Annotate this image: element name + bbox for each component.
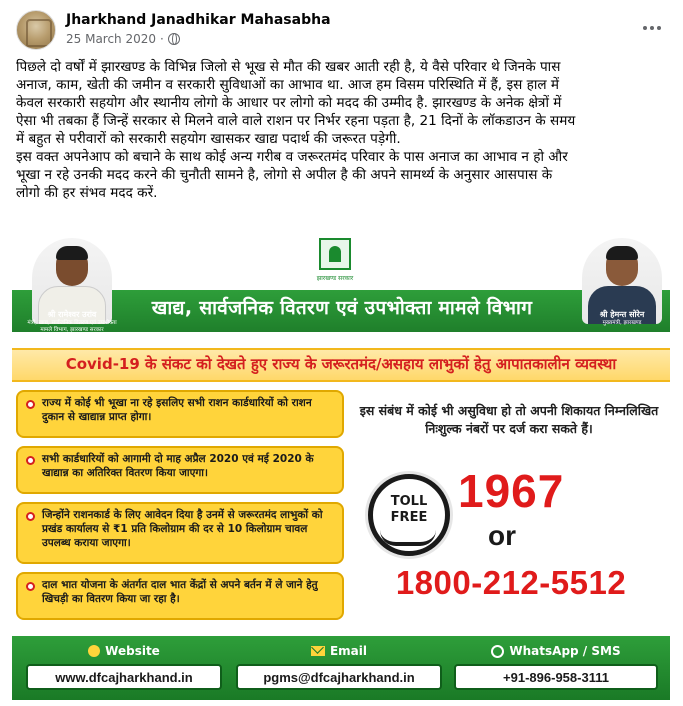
whatsapp-icon	[491, 645, 504, 658]
web-icon	[88, 645, 100, 657]
whatsapp-header	[454, 642, 658, 660]
email-value: pgms@dfcajharkhand.in	[236, 664, 442, 690]
emblem-caption: झारखण्ड सरकार	[316, 275, 354, 282]
minister-name: श्री रामेश्वर उरांव	[47, 310, 97, 319]
post-date-link[interactable]: 25 March 2020	[66, 32, 157, 46]
minister-caption	[24, 310, 120, 334]
post-text-line: ऐसा भी तबका हैं जिन्हें सरकार से मिलने वाले वाले राशन पर निर्भर रहना पड़ता है, 21 दिनों के लॉकडाउन के समय	[16, 113, 576, 129]
chief-minister-caption	[574, 310, 670, 327]
chief-minister-name: श्री हेमन्त सोरेन	[599, 310, 645, 319]
bullet-item	[16, 446, 344, 494]
banner-poster	[12, 230, 670, 700]
toll-free-label	[368, 494, 450, 526]
bullet-text: राज्य में कोई भी भूखा ना रहे इसलिए सभी राशन कार्डधारियों को राशन दुकान से खाद्यान्न प्राप्त होगा।	[42, 397, 312, 423]
post-meta	[66, 32, 180, 46]
website-header	[26, 642, 222, 660]
email-header	[236, 642, 442, 660]
post-text-line: इस वक्त अपनेआप को बचाने के साथ कोई अन्य गरीब व जरूरतमंद परिवार के पास अनाज का आभाव न हो और	[16, 149, 568, 165]
bullet-icon	[26, 400, 35, 409]
post-text-line: भूखा न रहे उनकी मदद करने की चुनौती सामने है, लोगो से अपील है की अपने सामर्थ्य के अनुसार आसपास के	[16, 167, 553, 183]
minister-role: मंत्री, खाद्य, सार्वजनिक वितरण एवं उपभोक्ता मामले विभाग, झारखण्ड सरकार	[27, 320, 117, 333]
phone-icon	[380, 530, 436, 546]
meta-separator: ·	[160, 32, 164, 46]
globe-icon[interactable]	[168, 33, 180, 45]
post-header	[16, 10, 667, 50]
whatsapp-value: +91-896-958-3111	[454, 664, 658, 690]
bullet-icon	[26, 582, 35, 591]
post-text-line: पिछले दो वर्षों में झारखण्ड के विभिन्न जिलो से भूख से मौत की खबर आती रही है, ये वैसे परिवार थे जिनके पास	[16, 59, 561, 75]
bullet-text: सभी कार्डधारियों को आगामी दो माह अप्रैल 2020 एवं मई 2020 के खाद्यान्न का अतिरिक्त वितरण किया जाएगा।	[42, 453, 314, 479]
bullet-text: दाल भात योजना के अंतर्गत दाल भात केंद्रों से अपने बर्तन में ले जाने हेतु खिचड़ी का वितरण किया जा रहा है।	[42, 579, 318, 605]
website-value: www.dfcajharkhand.in	[26, 664, 222, 690]
post-image[interactable]	[0, 230, 683, 706]
bullet-item	[16, 390, 344, 438]
website-contact	[26, 642, 222, 696]
bullet-item	[16, 502, 344, 564]
bullet-icon	[26, 512, 35, 521]
more-options-icon[interactable]	[637, 16, 667, 40]
department-title: खाद्य, सार्वजनिक वितरण एवं उपभोक्ता मामले विभाग	[151, 297, 533, 319]
toll-free-line1: TOLL	[390, 494, 428, 509]
email-label: Email	[329, 644, 368, 658]
page-name-link[interactable]: Jharkhand Janadhikar Mahasabha	[66, 12, 331, 28]
helpline-short-number: 1967	[458, 465, 565, 517]
website-label: Website	[105, 644, 160, 658]
page-avatar[interactable]	[16, 10, 56, 50]
headline-text: Covid-19 के संकट को देखते हुए राज्य के जरूरतमंद/असहाय लाभुकों हेतु आपातकालीन व्यवस्था	[65, 355, 617, 373]
post-text-line: में बहुत से परीवारों को सरकारी सहयोग खासकर खाद्य पदार्थ की जरूरत पड़ेगी.	[16, 131, 401, 147]
post-text-line: केवल सरकारी सहयोग और स्थानीय लोगो के आधार पर लोगो को मदद की उम्मीद है. झारखण्ड के अनेक क्षेत्रों में	[16, 95, 562, 111]
chief-minister-role: मुख्यमंत्री, झारखण्ड	[602, 320, 642, 326]
post-body-text	[16, 58, 668, 202]
post-text-line: अनाज, काम, खेती की जमीन व सरकारी सुविधाओं का आभाव था. आज हम विसम परिस्थिति में हैं, इस हाल में	[16, 77, 560, 93]
or-separator: or	[488, 520, 516, 551]
email-contact	[236, 642, 442, 696]
whatsapp-label: WhatsApp / SMS	[509, 644, 621, 658]
complaint-text: इस संबंध में कोई भी असुविधा हो तो अपनी शिकायत निम्नलिखित निःशुल्क नंबरों पर दर्ज करा सकते हैं।	[359, 403, 659, 436]
email-icon	[311, 646, 325, 656]
post-text-line: लोगो की हर संभव मदद करें.	[16, 185, 158, 201]
toll-free-line2: FREE	[390, 510, 428, 525]
bullet-icon	[26, 456, 35, 465]
bullet-text: जिन्होंने राशनकार्ड के लिए आवेदन दिया है उनमें से जरूरतमंद लाभुकों को प्रखंड कार्यालय से ₹1 प्रति किलोग्राम की दर से 10 किलोग्राम चावल उपलब्ध कराया जाएगा।	[42, 509, 323, 549]
jharkhand-emblem-icon	[315, 238, 355, 284]
bullet-item	[16, 572, 344, 620]
whatsapp-contact	[454, 642, 658, 696]
helpline-toll-free-number: 1800-212-5512	[395, 564, 627, 601]
